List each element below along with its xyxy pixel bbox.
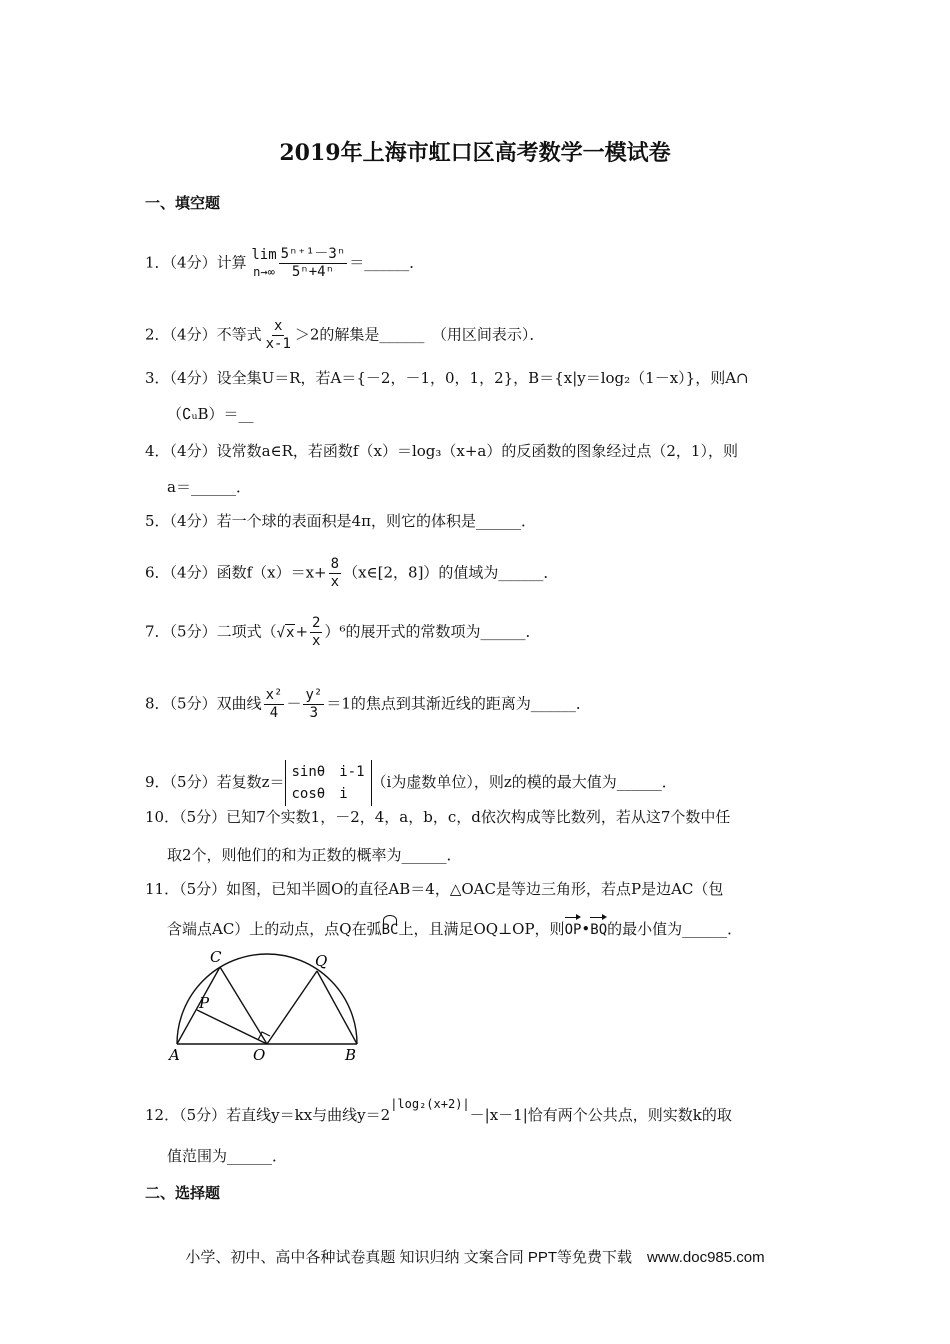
limit-expression: lim n→∞ [251, 246, 277, 279]
square-root: √x [276, 624, 295, 641]
label-p: P [199, 994, 210, 1012]
fraction: $\frac{x}{x-1}$ [265, 318, 291, 352]
question-11-line2: 含端点AC）上的动点，点Q在弧BC上，且满足OQ⊥OP，则OP•BQ的最小值为______． [167, 915, 742, 940]
vector-op: OP [565, 916, 582, 940]
question-12: 12．（5分）若直线y＝kx与曲线$y=2^{|log_2(x+2)|}-|x-1|$恰有两个公共点，则实数k的取 [145, 1097, 732, 1124]
question-12-line2: 值范围为______． [167, 1147, 288, 1165]
question-8: 8．（5分）双曲线 $\frac{\text{x²}}{4}$ － $\frac{\text{y²}}{3}$ ＝1的焦点到其渐近线的距离为______． [145, 687, 591, 721]
label-b: B [345, 1046, 357, 1064]
fraction: $\frac{\text{x²}}{4}$ [265, 687, 283, 721]
question-2: 2．（4分）不等式 $\frac{x}{x-1}$ ＞2的解集是______ （用区间表示）． [145, 318, 545, 352]
question-7: 7．（5分）二项式（√x+ $\frac{2}{x}$ ）⁶的展开式的常数项为______． [145, 615, 541, 649]
question-1: 1．（4分）计算 lim n→∞ $\frac{\text{5ⁿ⁺¹－3ⁿ}}{\text{5ⁿ+4ⁿ}}$ ＝______． [145, 246, 425, 280]
fraction: $\frac{\text{y²}}{3}$ [305, 687, 323, 721]
page-title: 2019年上海市虹口区高考数学一模试卷 [279, 140, 671, 166]
label-a: A [169, 1046, 180, 1064]
page-footer: 小学、初中、高中各种试卷真题 知识归纳 文案合同 PPT等免费下载 www.doc985.com [185, 1249, 765, 1266]
vector-bq: BQ [590, 916, 607, 940]
determinant: sinθ i-1 cosθ i [285, 760, 372, 806]
label-c: C [210, 950, 222, 966]
arc-symbol: BC [382, 915, 399, 940]
label-o: O [253, 1046, 266, 1064]
segment-qb [317, 971, 357, 1044]
fraction: $\frac{\text{5ⁿ⁺¹－3ⁿ}}{\text{5ⁿ+4ⁿ}}$ [280, 246, 346, 280]
question-4-line2: a＝______． [167, 478, 251, 496]
question-11: 11．（5分）如图，已知半圆O的直径AB＝4，△OAC是等边三角形，若点P是边AC（包 [145, 880, 724, 898]
question-3: 3．（4分）设全集U＝R，若A＝{－2，－1，0，1，2}，B＝{x|y＝log₂（1－x）}，则A∩ [145, 369, 749, 387]
fraction: $\frac{8}{x}$ [330, 556, 340, 590]
fraction: $\frac{2}{x}$ [312, 615, 321, 649]
question-10-line2: 取2个，则他们的和为正数的概率为______． [167, 846, 462, 864]
section-fill-blank: 一、填空题 [145, 194, 221, 212]
question-3-line2: （∁ᵤB）＝__ [167, 405, 254, 423]
question-9: 9．（5分）若复数z＝ sinθ i-1 cosθ i （i为虚数单位），则z的模的最大值为______． [145, 760, 677, 806]
question-10: 10．（5分）已知7个实数1，－2，4，a，b，c，d依次构成等比数列，若从这7个数中任 [145, 808, 731, 826]
question-4: 4．（4分）设常数a∈R，若函数f（x）＝log₃（x+a）的反函数的图象经过点（2，1），则 [145, 442, 738, 460]
question-6: 6．（4分）函数f（x）＝x+ $\frac{8}{x}$ （x∈[2，8]）的值域为______． [145, 556, 559, 590]
label-q: Q [315, 952, 328, 970]
question-5: 5．（4分）若一个球的表面积是4π，则它的体积是______． [145, 512, 536, 530]
segment-oq [267, 971, 317, 1044]
semicircle-figure [165, 950, 365, 1065]
question-number: 1． [145, 253, 170, 272]
section-multiple-choice: 二、选择题 [145, 1184, 221, 1202]
